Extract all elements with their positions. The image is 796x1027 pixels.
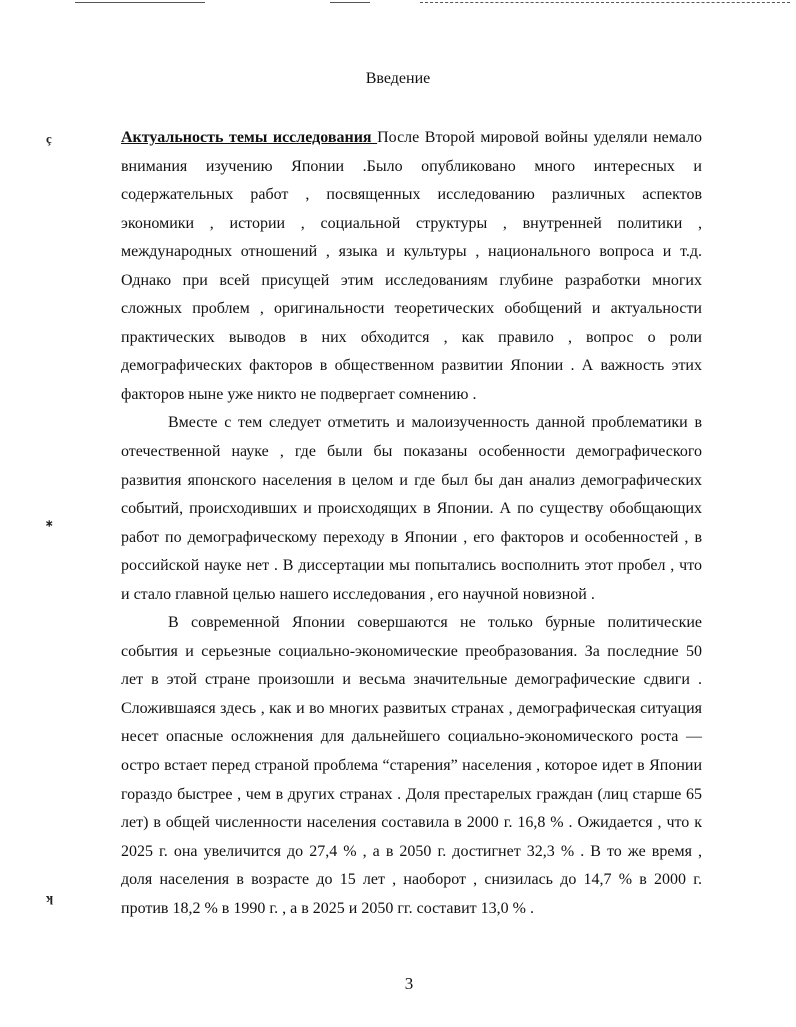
margin-mark: ç xyxy=(46,131,52,146)
text-line: демографических факторов в общественном развитии Японии . А важность этих xyxy=(121,357,702,375)
text-line-content: После Второй мировой войны уделяли немало xyxy=(377,129,703,146)
margin-mark: ⁎ xyxy=(46,514,53,529)
text-line: доля населения в возрасте до 15 лет , наоборот , снизилась до 14,7 % в 2000 г. xyxy=(121,871,702,889)
text-line: сложных проблем , оригинальности теоретических обобщений и актуальности xyxy=(121,300,702,318)
text-line: практических выводов в них обходится , как правило , вопрос о роли xyxy=(121,328,702,346)
text-line: содержательных работ , посвященных исследованию различных аспектов xyxy=(121,186,702,204)
page-number: 3 xyxy=(404,974,414,993)
text-line: международных отношений , языка и культуры , национального вопроса и т.д. xyxy=(121,243,702,261)
text-line: работ по демографическому переходу в Японии , его факторов и особенностей , в xyxy=(121,528,702,546)
text-line: события и серьезные социально-экономические преобразования. За последние 50 xyxy=(121,642,702,660)
text-line: экономики , истории , социальной структуры , внутренней политики , xyxy=(121,214,702,232)
text-line: внимания изучению Японии .Было опубликовано много интересных и xyxy=(121,157,702,175)
scan-edge-line xyxy=(330,2,370,3)
text-line xyxy=(121,124,702,153)
scan-edge-line xyxy=(75,2,205,3)
text-line: факторов ныне уже никто не подвергает сомнению . xyxy=(121,385,477,403)
text-line: отечественной науке , где были бы показаны особенности демографического xyxy=(121,443,702,461)
text-line: 2025 г. она увеличится до 27,4 % , а в 2050 г. достигнет 32,3 % . В то же время , xyxy=(121,842,702,860)
text-line: российской науке нет . В диссертации мы попытались восполнить этот пробел , что xyxy=(121,557,702,575)
text-line: и стало главной целью нашего исследования , его научной новизной . xyxy=(121,585,595,603)
text-line: лет в этой стране произошли и весьма значительные демографические сдвиги . xyxy=(121,671,702,689)
text-line: Вместе с тем следует отметить и малоизученность данной проблематики в xyxy=(168,414,702,432)
text-line: лет) в общей численности населения составила в 2000 г. 16,8 % . Ожидается , что к xyxy=(121,814,702,832)
text-line: развития японского населения в целом и где был бы дан анализ демографических xyxy=(121,471,702,489)
text-line: событий, происходивших и происходящих в Японии. А по существу обобщающих xyxy=(121,500,702,518)
text-line: остро встает перед страной проблема “старения” населения , которое идет в Японии xyxy=(121,757,702,775)
text-line: против 18,2 % в 1990 г. , а в 2025 и 2050 гг. составит 13,0 % . xyxy=(121,899,534,917)
text-line: Однако при всей присущей этим исследованиям глубине разработки многих xyxy=(121,271,702,289)
section-heading: Актуальность темы исследования xyxy=(121,129,378,146)
paragraph-relevance xyxy=(121,124,702,923)
text-line: несет опасные осложнения для дальнейшего социально-экономического роста — xyxy=(121,728,702,746)
text-line: Сложившаяся здесь , как и во многих развитых странах , демографическая ситуация xyxy=(121,699,702,717)
scan-edge-line xyxy=(420,2,790,3)
page-title: Введение xyxy=(365,70,431,87)
text-line: гораздо быстрее , чем в других странах . Доля престарелых граждан (лиц старше 65 xyxy=(121,785,702,803)
text-line: В современной Японии совершаются не только бурные политические xyxy=(168,614,702,632)
margin-mark: ʞ xyxy=(46,890,54,905)
